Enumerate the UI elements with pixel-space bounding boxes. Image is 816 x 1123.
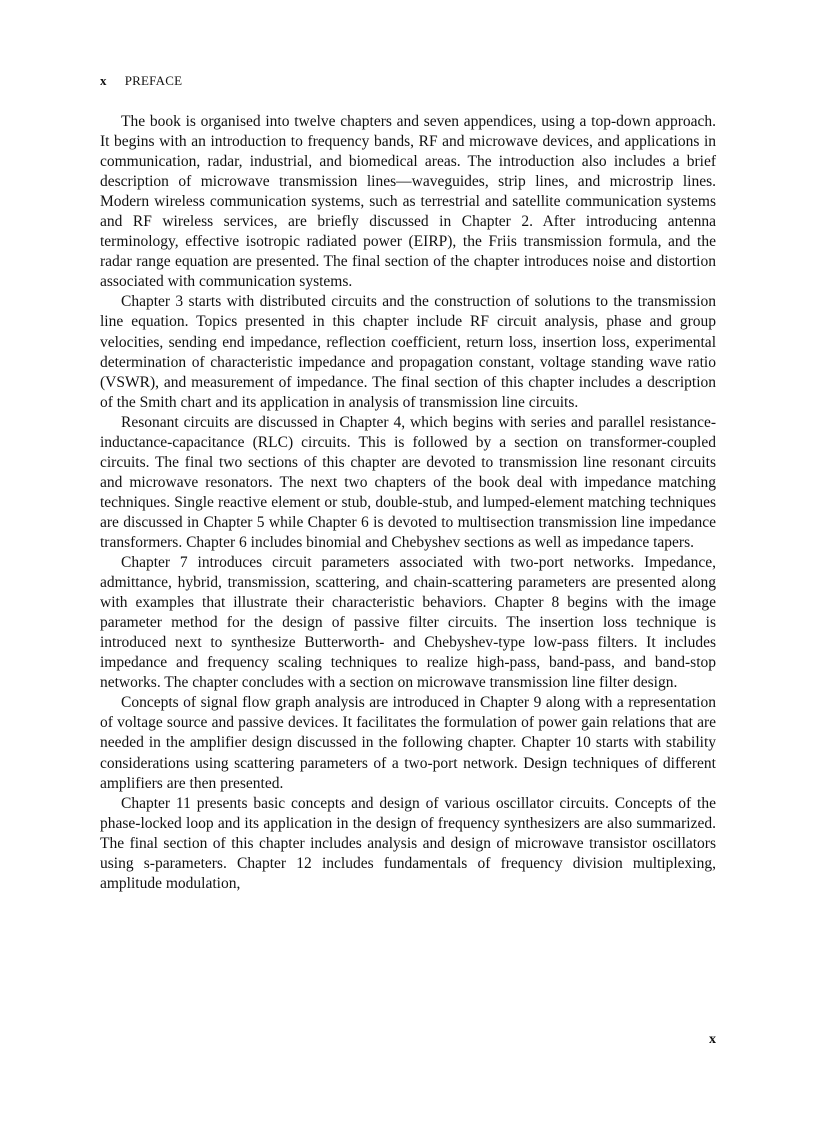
running-title: PREFACE xyxy=(124,73,183,88)
preface-body xyxy=(100,112,716,894)
paragraph: Chapter 11 presents basic concepts and design of various oscillator circuits. Concepts of the phase-locked loop and its application in the design of frequency synthesizers are also summarized. The final section of this chapter includes analysis and design of microwave transistor oscillators using s-parameters. Chapter 12 includes fundamentals of frequency division multiplexing, amplitude modulation, xyxy=(100,794,716,892)
paragraph: Resonant circuits are discussed in Chapter 4, which begins with series and parallel resistance-inductance-capacitance (RLC) circuits. This is followed by a section on transformer-coupled circuits. The final two sections of this chapter are devoted to transmission line resonant circuits and microwave resonators. The next two chapters of the book deal with impedance matching techniques. Single reactive element or stub, double-stub, and lumped-element matching techniques are discussed in Chapter 5 while Chapter 6 is devoted to multisection transmission line impedance transformers. Chapter 6 includes binomial and Chebyshev sections as well as impedance tapers. xyxy=(100,413,716,551)
footer-page-number: x xyxy=(709,1032,716,1047)
header-page-number: x xyxy=(100,73,107,88)
paragraph: Chapter 7 introduces circuit parameters associated with two-port networks. Impedance, admittance, hybrid, transmission, scattering, and chain-scattering parameters are presented along with examples that illustrate their characteristic behaviors. Chapter 8 begins with the image parameter method for the design of passive filter circuits. The insertion loss technique is introduced next to synthesize Butterworth- and Chebyshev-type low-pass filters. It includes impedance and frequency scaling techniques to realize high-pass, band-pass, and band-stop networks. The chapter concludes with a section on microwave transmission line filter design. xyxy=(100,554,716,692)
running-header xyxy=(100,73,182,89)
paragraph: The book is organised into twelve chapters and seven appendices, using a top-down approach. It begins with an introduction to frequency bands, RF and microwave devices, and applications in communication, radar, industrial, and biomedical areas. The introduction also includes a brief description of microwave transmission lines—waveguides, strip lines, and microstrip lines. Modern wireless communication systems, such as terrestrial and satellite communication systems and RF wireless services, are briefly discussed in Chapter 2. After introducing antenna terminology, effective isotropic radiated power (EIRP), the Friis transmission formula, and the radar range equation are presented. The final section of the chapter introduces noise and distortion associated with communication systems. xyxy=(100,113,716,291)
paragraph: Chapter 3 starts with distributed circuits and the construction of solutions to the transmission line equation. Topics presented in this chapter include RF circuit analysis, phase and group velocities, sending end impedance, reflection coefficient, return loss, insertion loss, experimental determination of characteristic impedance and propagation constant, voltage standing wave ratio (VSWR), and measurement of impedance. The final section of this chapter includes a description of the Smith chart and its application in analysis of transmission line circuits. xyxy=(100,293,716,411)
paragraph: Concepts of signal flow graph analysis are introduced in Chapter 9 along with a representation of voltage source and passive devices. It facilitates the formulation of power gain relations that are needed in the amplifier design discussed in the following chapter. Chapter 10 starts with stability considerations using scattering parameters of a two-port network. Design techniques of different amplifiers are then presented. xyxy=(100,694,716,792)
